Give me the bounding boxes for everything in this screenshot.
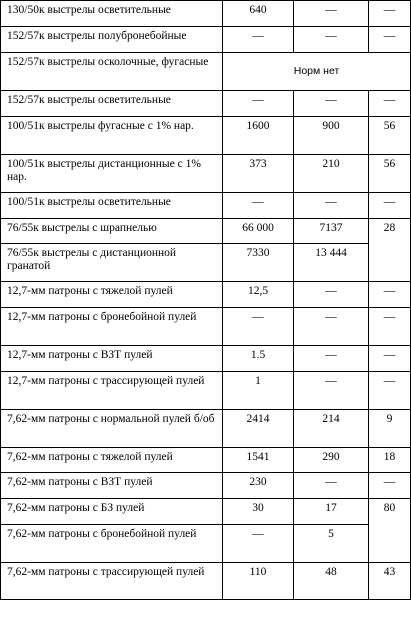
table-row bbox=[1, 499, 411, 525]
row-name: 7,62-мм патроны с бронебойной пулей bbox=[1, 525, 223, 563]
table-row bbox=[1, 1, 411, 27]
value-cell: 640 bbox=[223, 1, 294, 27]
row-name: 76/55к выстрелы с шрапнелью bbox=[1, 219, 223, 244]
table-row bbox=[1, 525, 411, 563]
value-cell: — bbox=[294, 308, 369, 346]
row-name: 100/51к выстрелы дистанционные с 1% нар. bbox=[1, 155, 223, 193]
value-cell: 1 bbox=[223, 372, 294, 410]
value-cell: 56 bbox=[369, 117, 411, 155]
row-name: 7,62-мм патроны с БЗ пулей bbox=[1, 499, 223, 525]
row-name: 100/51к выстрелы осветительные bbox=[1, 193, 223, 219]
table-row bbox=[1, 563, 411, 600]
value-cell: 1541 bbox=[223, 448, 294, 473]
value-cell: — bbox=[223, 27, 294, 53]
table-row bbox=[1, 53, 411, 91]
value-cell: 214 bbox=[294, 410, 369, 448]
value-cell: — bbox=[223, 308, 294, 346]
table-row bbox=[1, 27, 411, 53]
table-row bbox=[1, 346, 411, 372]
value-cell: 900 bbox=[294, 117, 369, 155]
value-cell: — bbox=[369, 27, 411, 53]
value-cell: 5 bbox=[294, 525, 369, 563]
value-cell: — bbox=[294, 1, 369, 27]
value-cell: 1.5 bbox=[223, 346, 294, 372]
value-cell: — bbox=[369, 91, 411, 117]
value-cell: 66 000 bbox=[223, 219, 294, 244]
value-cell: 7330 bbox=[223, 244, 294, 282]
table-row bbox=[1, 244, 411, 282]
value-cell: 17 bbox=[294, 499, 369, 525]
row-name: 12,7-мм патроны с трассирующей пулей bbox=[1, 372, 223, 410]
row-name: 7,62-мм патроны с ВЗТ пулей bbox=[1, 473, 223, 499]
value-cell: — bbox=[369, 372, 411, 410]
table-row bbox=[1, 117, 411, 155]
value-cell: — bbox=[294, 193, 369, 219]
value-cell: — bbox=[369, 346, 411, 372]
row-name: 12,7-мм патроны с тяжелой пулей bbox=[1, 282, 223, 308]
value-cell: 210 bbox=[294, 155, 369, 193]
value-cell: — bbox=[369, 193, 411, 219]
value-cell: 9 bbox=[369, 410, 411, 448]
value-cell: — bbox=[223, 525, 294, 563]
row-name: 7,62-мм патроны с тяжелой пулей bbox=[1, 448, 223, 473]
value-cell: 7137 bbox=[294, 219, 369, 244]
row-name: 76/55к выстрелы с дистанционной гранатой bbox=[1, 244, 223, 282]
value-cell: 18 bbox=[369, 448, 411, 473]
value-cell: — bbox=[369, 1, 411, 27]
merged-value-cell: Норм нет bbox=[223, 53, 411, 91]
row-name: 7,62-мм патроны с нормальной пулей б/об bbox=[1, 410, 223, 448]
value-cell: 48 bbox=[294, 563, 369, 600]
value-cell: 290 bbox=[294, 448, 369, 473]
value-cell: 56 bbox=[369, 155, 411, 193]
value-cell: 373 bbox=[223, 155, 294, 193]
table-row bbox=[1, 219, 411, 244]
value-cell: — bbox=[223, 193, 294, 219]
value-cell: — bbox=[294, 91, 369, 117]
row-name: 152/57к выстрелы осколочные, фугасные bbox=[1, 53, 223, 91]
value-cell: — bbox=[294, 473, 369, 499]
value-cell: 1600 bbox=[223, 117, 294, 155]
table-row bbox=[1, 410, 411, 448]
table-row bbox=[1, 448, 411, 473]
value-cell: 28 bbox=[369, 219, 411, 282]
value-cell: — bbox=[294, 372, 369, 410]
value-cell: 13 444 bbox=[294, 244, 369, 282]
table-row bbox=[1, 193, 411, 219]
value-cell: 230 bbox=[223, 473, 294, 499]
value-cell: 43 bbox=[369, 563, 411, 600]
row-name: 152/57к выстрелы осветительные bbox=[1, 91, 223, 117]
value-cell: — bbox=[369, 473, 411, 499]
row-name: 7,62-мм патроны с трассирующей пулей bbox=[1, 563, 223, 600]
value-cell: — bbox=[369, 282, 411, 308]
row-name: 100/51к выстрелы фугасные с 1% нар. bbox=[1, 117, 223, 155]
table-row bbox=[1, 308, 411, 346]
table-row bbox=[1, 372, 411, 410]
value-cell: — bbox=[294, 346, 369, 372]
value-cell: — bbox=[294, 282, 369, 308]
row-name: 152/57к выстрелы полубронебойные bbox=[1, 27, 223, 53]
row-name: 130/50к выстрелы осветительные bbox=[1, 1, 223, 27]
value-cell: 12,5 bbox=[223, 282, 294, 308]
value-cell: — bbox=[294, 27, 369, 53]
value-cell: — bbox=[369, 308, 411, 346]
row-name: 12,7-мм патроны с бронебойной пулей bbox=[1, 308, 223, 346]
table-row bbox=[1, 91, 411, 117]
value-cell: 110 bbox=[223, 563, 294, 600]
table-row bbox=[1, 155, 411, 193]
value-cell: 2414 bbox=[223, 410, 294, 448]
table-row bbox=[1, 473, 411, 499]
value-cell: 30 bbox=[223, 499, 294, 525]
table-row bbox=[1, 282, 411, 308]
value-cell: — bbox=[223, 91, 294, 117]
row-name: 12,7-мм патроны с ВЗТ пулей bbox=[1, 346, 223, 372]
value-cell: 80 bbox=[369, 499, 411, 563]
